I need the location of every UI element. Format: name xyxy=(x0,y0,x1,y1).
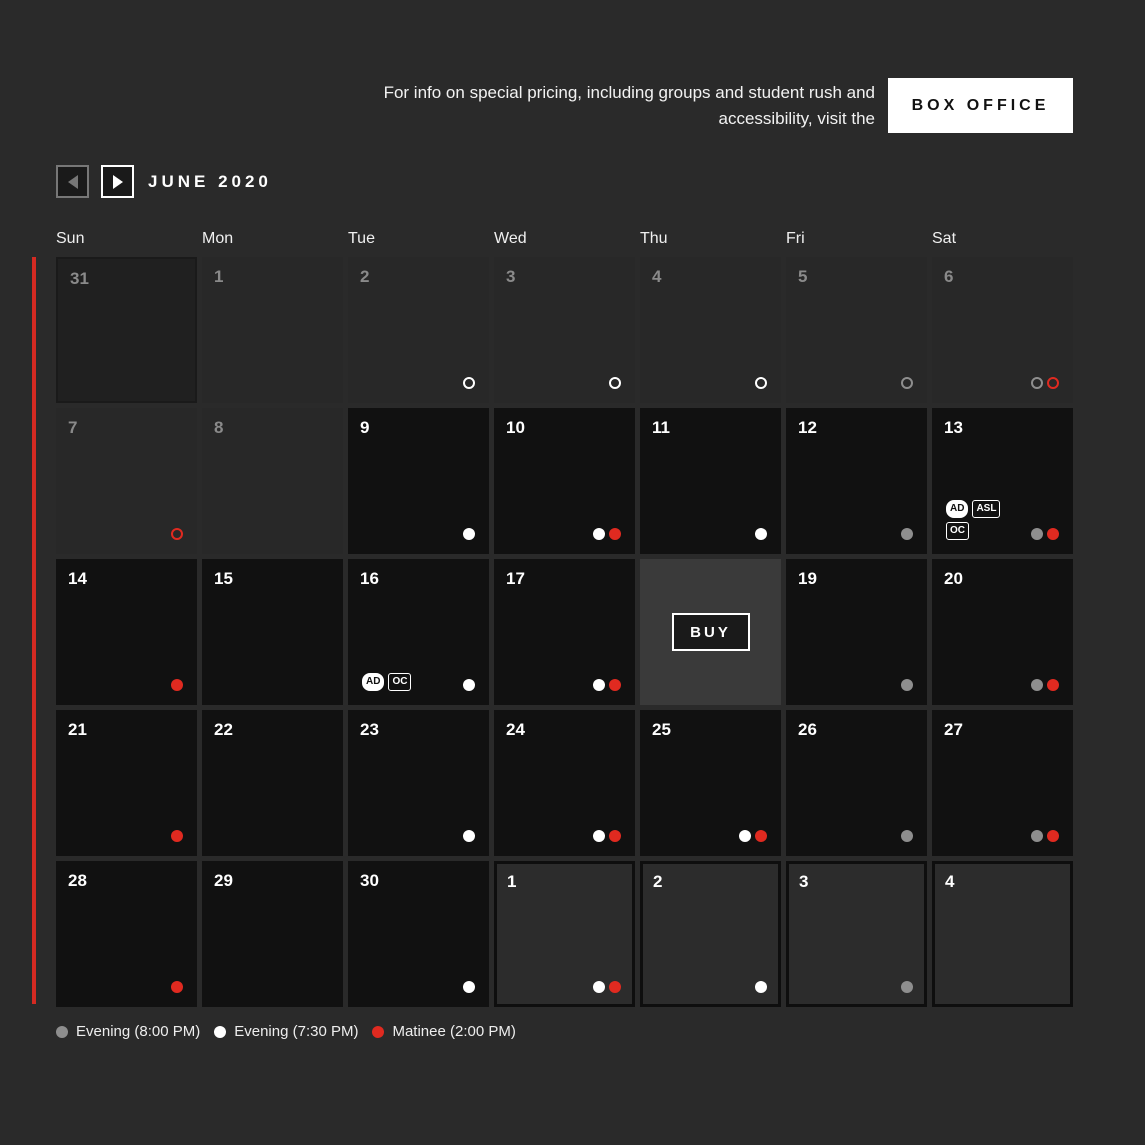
performance-dot-icon xyxy=(755,830,767,842)
calendar-day[interactable] xyxy=(348,257,489,403)
calendar-day[interactable] xyxy=(640,710,781,856)
day-number: 3 xyxy=(799,872,809,891)
calendar-day[interactable] xyxy=(932,257,1073,403)
asl-icon: ASL xyxy=(972,500,1000,518)
performance-indicators xyxy=(755,377,767,389)
calendar-day[interactable] xyxy=(202,861,343,1007)
calendar-day[interactable] xyxy=(494,710,635,856)
performance-indicators xyxy=(739,830,767,842)
performance-indicators xyxy=(901,528,913,540)
performance-dot-icon xyxy=(1031,830,1043,842)
day-number: 19 xyxy=(798,569,817,588)
performance-dot-icon xyxy=(1031,679,1043,691)
day-number: 15 xyxy=(214,569,233,588)
performance-indicators xyxy=(609,377,621,389)
calendar-day[interactable] xyxy=(786,257,927,403)
day-number: 17 xyxy=(506,569,525,588)
performance-indicators xyxy=(171,679,183,691)
performance-indicators xyxy=(1031,377,1059,389)
performance-dot-icon xyxy=(171,679,183,691)
accessibility-icons xyxy=(946,500,1000,540)
calendar-day[interactable] xyxy=(932,408,1073,554)
calendar-day[interactable] xyxy=(786,710,927,856)
performance-dot-icon xyxy=(593,528,605,540)
performance-indicators xyxy=(593,830,621,842)
performance-indicators xyxy=(593,679,621,691)
performance-dot-icon xyxy=(463,981,475,993)
performance-dot-icon xyxy=(901,679,913,691)
legend-label: Evening (7:30 PM) xyxy=(234,1023,359,1040)
day-number: 2 xyxy=(653,872,663,891)
legend-item xyxy=(372,1023,515,1040)
day-number: 13 xyxy=(944,418,963,437)
calendar-day[interactable] xyxy=(494,559,635,705)
legend-label: Evening (8:00 PM) xyxy=(76,1023,201,1040)
day-number: 5 xyxy=(798,267,808,286)
calendar-day[interactable] xyxy=(348,861,489,1007)
day-number: 2 xyxy=(360,267,370,286)
day-number: 24 xyxy=(506,720,525,739)
calendar-day[interactable] xyxy=(348,710,489,856)
day-number: 14 xyxy=(68,569,87,588)
day-number: 10 xyxy=(506,418,525,437)
day-number: 4 xyxy=(652,267,662,286)
accessibility-icons xyxy=(362,673,411,691)
calendar-day[interactable] xyxy=(348,408,489,554)
day-number: 4 xyxy=(945,872,955,891)
calendar-day[interactable] xyxy=(494,408,635,554)
calendar-day[interactable] xyxy=(494,861,635,1007)
calendar-day[interactable] xyxy=(932,559,1073,705)
performance-indicators xyxy=(463,981,475,993)
day-number: 22 xyxy=(214,720,233,739)
performance-dot-icon xyxy=(1047,679,1059,691)
legend-dot-icon xyxy=(372,1026,384,1038)
performance-dot-icon xyxy=(609,679,621,691)
calendar-day[interactable] xyxy=(786,861,927,1007)
arrow-left-icon xyxy=(66,174,80,190)
calendar-day[interactable] xyxy=(640,559,781,705)
calendar-day[interactable] xyxy=(56,559,197,705)
weekday-label: Wed xyxy=(494,230,527,247)
ad-icon: AD xyxy=(362,673,384,691)
performance-indicators xyxy=(1031,528,1059,540)
performance-dot-icon xyxy=(739,830,751,842)
calendar-day[interactable] xyxy=(202,559,343,705)
performance-dot-icon xyxy=(171,981,183,993)
calendar-day[interactable] xyxy=(640,861,781,1007)
performance-indicators xyxy=(463,377,475,389)
performance-dot-icon xyxy=(463,679,475,691)
performance-indicators xyxy=(1031,830,1059,842)
legend xyxy=(56,1023,530,1040)
performance-indicators xyxy=(463,528,475,540)
performance-dot-icon xyxy=(1031,377,1043,389)
performance-indicators xyxy=(463,830,475,842)
performance-dot-icon xyxy=(593,981,605,993)
day-number: 29 xyxy=(214,871,233,890)
legend-dot-icon xyxy=(56,1026,68,1038)
weekday-label: Thu xyxy=(640,230,668,247)
performance-dot-icon xyxy=(593,679,605,691)
performance-indicators xyxy=(901,377,913,389)
performance-indicators xyxy=(901,830,913,842)
buy-button[interactable]: BUY xyxy=(672,613,750,651)
oc-icon: OC xyxy=(946,522,969,540)
performance-dot-icon xyxy=(609,377,621,389)
calendar-day[interactable] xyxy=(202,710,343,856)
day-number: 12 xyxy=(798,418,817,437)
month-title: JUNE 2020 xyxy=(148,171,272,191)
day-number: 11 xyxy=(652,418,670,437)
day-number: 1 xyxy=(507,872,517,891)
day-number: 27 xyxy=(944,720,963,739)
performance-dot-icon xyxy=(901,377,913,389)
performance-dot-icon xyxy=(463,528,475,540)
weekday-label: Fri xyxy=(786,230,805,247)
performance-dot-icon xyxy=(463,377,475,389)
performance-dot-icon xyxy=(171,528,183,540)
day-number: 28 xyxy=(68,871,87,890)
performance-dot-icon xyxy=(609,830,621,842)
performance-indicators xyxy=(901,981,913,993)
performance-indicators xyxy=(901,679,913,691)
next-month-button[interactable] xyxy=(101,165,134,198)
calendar-day[interactable] xyxy=(494,257,635,403)
arrow-right-icon xyxy=(111,174,125,190)
performance-indicators xyxy=(1031,679,1059,691)
calendar-day[interactable] xyxy=(348,559,489,705)
performance-dot-icon xyxy=(901,830,913,842)
weekday-label: Sat xyxy=(932,230,957,247)
performance-dot-icon xyxy=(1047,528,1059,540)
performance-indicators xyxy=(755,528,767,540)
calendar-day[interactable] xyxy=(202,257,343,403)
calendar-day[interactable] xyxy=(786,559,927,705)
calendar-grid xyxy=(56,257,1073,1007)
day-number: 9 xyxy=(360,418,370,437)
performance-indicators xyxy=(171,528,183,540)
calendar-day[interactable] xyxy=(56,408,197,554)
calendar-day[interactable] xyxy=(932,710,1073,856)
current-week-indicator xyxy=(32,257,36,1004)
weekday-label: Tue xyxy=(348,230,375,247)
day-number: 1 xyxy=(214,267,224,286)
day-number: 8 xyxy=(214,418,224,437)
performance-dot-icon xyxy=(463,830,475,842)
legend-dot-icon xyxy=(214,1026,226,1038)
day-number: 3 xyxy=(506,267,516,286)
performance-indicators xyxy=(593,981,621,993)
performance-dot-icon xyxy=(1031,528,1043,540)
day-number: 16 xyxy=(360,569,379,588)
oc-icon: OC xyxy=(388,673,411,691)
performance-indicators xyxy=(755,981,767,993)
legend-label: Matinee (2:00 PM) xyxy=(392,1023,516,1040)
calendar-day[interactable] xyxy=(56,257,197,403)
calendar-day[interactable] xyxy=(640,408,781,554)
day-number: 20 xyxy=(944,569,963,588)
day-number: 21 xyxy=(68,720,87,739)
performance-dot-icon xyxy=(755,377,767,389)
performance-dot-icon xyxy=(609,528,621,540)
performance-dot-icon xyxy=(171,830,183,842)
month-navigation xyxy=(56,165,272,198)
ad-icon: AD xyxy=(946,500,968,518)
calendar-day[interactable] xyxy=(202,408,343,554)
performance-dot-icon xyxy=(755,528,767,540)
day-number: 26 xyxy=(798,720,817,739)
calendar-day[interactable] xyxy=(786,408,927,554)
weekday-label: Mon xyxy=(202,230,234,247)
performance-dot-icon xyxy=(901,528,913,540)
box-office-button[interactable]: BOX OFFICE xyxy=(888,78,1073,133)
day-number: 6 xyxy=(944,267,954,286)
legend-item xyxy=(56,1023,200,1040)
previous-month-button[interactable] xyxy=(56,165,89,198)
performance-dot-icon xyxy=(901,981,913,993)
calendar-day[interactable] xyxy=(56,710,197,856)
day-number: 7 xyxy=(68,418,78,437)
calendar-day[interactable] xyxy=(56,861,197,1007)
performance-dot-icon xyxy=(593,830,605,842)
day-number: 23 xyxy=(360,720,379,739)
performance-indicators xyxy=(171,981,183,993)
performance-dot-icon xyxy=(755,981,767,993)
day-number: 31 xyxy=(70,269,89,288)
legend-item xyxy=(214,1023,358,1040)
day-number: 30 xyxy=(360,871,379,890)
performance-indicators xyxy=(593,528,621,540)
special-pricing-info: For info on special pricing, including groups and student rush and accessibility, visit the xyxy=(383,83,875,128)
weekday-header xyxy=(56,230,1078,248)
day-number: 25 xyxy=(652,720,671,739)
performance-indicators xyxy=(171,830,183,842)
performance-indicators xyxy=(463,679,475,691)
performance-dot-icon xyxy=(609,981,621,993)
calendar-day[interactable] xyxy=(932,861,1073,1007)
weekday-label: Sun xyxy=(56,230,85,247)
calendar-day[interactable] xyxy=(640,257,781,403)
performance-dot-icon xyxy=(1047,377,1059,389)
performance-dot-icon xyxy=(1047,830,1059,842)
